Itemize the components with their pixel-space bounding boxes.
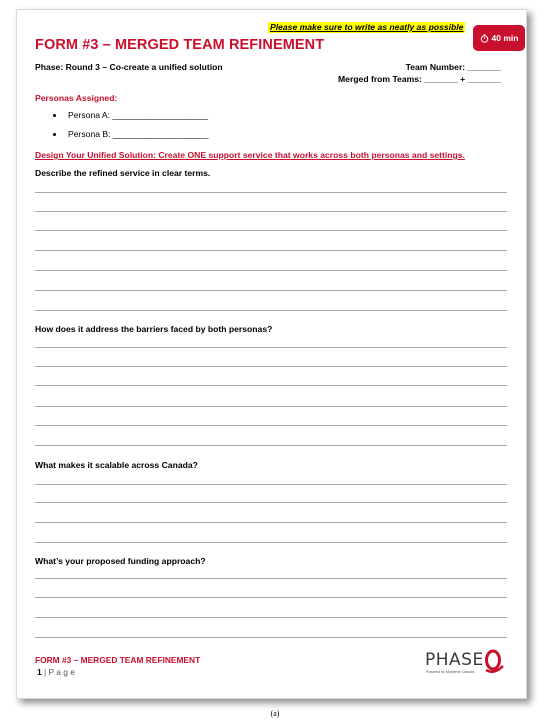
question-scalable: What makes it scalable across Canada? xyxy=(35,460,198,470)
personas-heading: Personas Assigned: xyxy=(35,93,118,103)
design-instruction: Design Your Unified Solution: Create ONE support service that works across both personas and settings. xyxy=(35,150,465,160)
answer-line[interactable] xyxy=(35,637,507,638)
question-funding: What’s your proposed funding approach? xyxy=(35,556,206,566)
logo-tagline: Powered by Mysteme Canada xyxy=(426,670,475,674)
page-number: 1 xyxy=(37,667,42,677)
answer-line[interactable] xyxy=(35,366,507,367)
persona-b-field[interactable]: Persona B: ____________________ xyxy=(68,129,209,139)
answer-line[interactable] xyxy=(35,425,507,426)
answer-line[interactable] xyxy=(35,406,507,407)
answer-line[interactable] xyxy=(35,250,507,251)
answer-line[interactable] xyxy=(35,617,507,618)
persona-b-item[interactable] xyxy=(53,129,209,139)
answer-line[interactable] xyxy=(35,522,507,523)
answer-line[interactable] xyxy=(35,597,507,598)
phase-label: Phase: Round 3 – Co-create a unified solution xyxy=(35,62,223,72)
neatness-notice: Please make sure to write as neatly as possible xyxy=(270,22,464,32)
footer-form-title: FORM #3 – MERGED TEAM REFINEMENT xyxy=(35,655,201,665)
answer-line[interactable] xyxy=(35,230,507,231)
form-title: FORM #3 – MERGED TEAM REFINEMENT xyxy=(35,37,325,53)
figure-caption: (a) xyxy=(270,709,280,718)
answer-line[interactable] xyxy=(35,502,507,503)
team-number-field[interactable]: Team Number: _______ xyxy=(405,62,501,72)
answer-line[interactable] xyxy=(35,385,507,386)
answer-line[interactable] xyxy=(35,347,507,348)
stopwatch-icon xyxy=(480,34,489,43)
answer-line[interactable] xyxy=(35,290,507,291)
answer-line[interactable] xyxy=(35,445,507,446)
timer-badge xyxy=(473,25,525,51)
answer-line[interactable] xyxy=(35,211,507,212)
persona-a-item[interactable] xyxy=(53,110,208,120)
bullet-icon xyxy=(53,114,56,117)
phase-zero-logo-icon xyxy=(483,648,505,674)
answer-line[interactable] xyxy=(35,484,507,485)
phase-logo xyxy=(425,650,505,680)
timer-label: 40 min xyxy=(491,33,519,43)
page-label: | P a g e xyxy=(44,667,75,677)
bullet-icon xyxy=(53,133,56,136)
persona-a-field[interactable]: Persona A: ____________________ xyxy=(68,110,209,120)
question-barriers: How does it address the barriers faced by both personas? xyxy=(35,324,273,334)
answer-line[interactable] xyxy=(35,310,507,311)
footer-page-number xyxy=(37,667,75,677)
form-page xyxy=(16,9,527,699)
question-refined-service: Describe the refined service in clear terms. xyxy=(35,168,211,178)
answer-line[interactable] xyxy=(35,192,507,193)
answer-line[interactable] xyxy=(35,542,507,543)
logo-wordmark: PHASE xyxy=(425,650,484,670)
merged-teams-field[interactable]: Merged from Teams: _______ + _______ xyxy=(338,74,501,84)
answer-line[interactable] xyxy=(35,270,507,271)
answer-line[interactable] xyxy=(35,578,507,579)
